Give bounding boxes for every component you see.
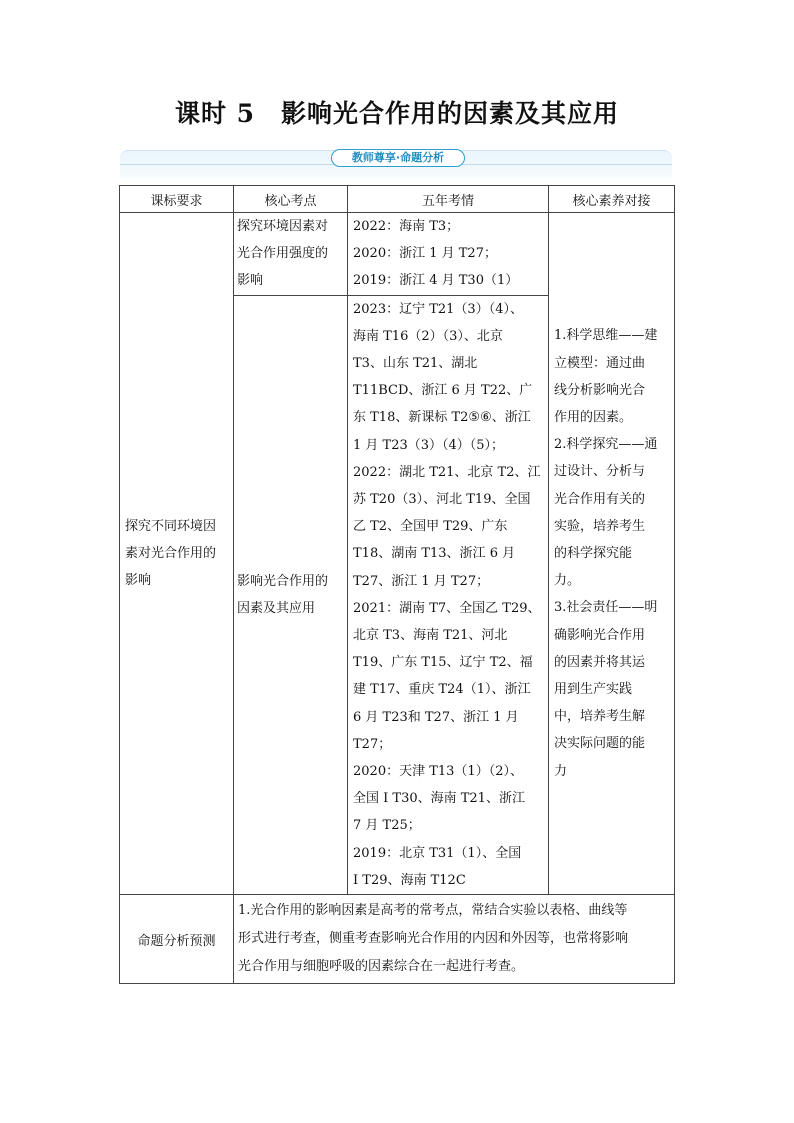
literacy-line: 用到生产实践 [554, 681, 633, 697]
exam-line: I T29、海南 T12C [353, 872, 466, 888]
literacy-line: 中，培养考生解 [554, 709, 646, 725]
exam-line: 1 月 T23（3）（4）（5）； [353, 437, 505, 453]
analysis-table [119, 185, 675, 984]
literacy-line: 过设计、分析与 [554, 464, 646, 480]
literacy-line: 线分析影响光合 [554, 382, 646, 398]
literacy-line: 1.科学思维——建 [554, 328, 658, 344]
topic1-cell [234, 213, 348, 296]
literacy-cell [549, 213, 675, 895]
exam-line: 2020：浙江 1 月 T27； [353, 246, 497, 262]
prediction-row [120, 895, 675, 984]
exam-line: 乙 T2、全国甲 T29、广东 [353, 519, 508, 535]
exam-line: 东 T18、新课标 T2⑤⑥、浙江 [353, 410, 531, 426]
topic-line: 影响 [237, 273, 264, 289]
literacy-line: 作用的因素。 [554, 409, 633, 425]
exam-line: 2020：天津 T13（1）（2）、 [353, 764, 523, 780]
requirement-cell [120, 213, 234, 895]
table-row [120, 213, 675, 296]
exam-line: T19、广东 T15、辽宁 T2、福 [353, 655, 533, 671]
header-exam-history: 五年考情 [348, 186, 549, 213]
page-title [0, 94, 794, 130]
header-topic: 核心考点 [234, 186, 348, 213]
exam-line: T3、山东 T21、湖北 [353, 356, 478, 372]
prediction-line: 光合作用与细胞呼吸的因素综合在一起进行考查。 [238, 959, 525, 975]
exam1-cell [348, 213, 549, 296]
exam-line: 2023：辽宁 T21（3）（4）、 [353, 301, 523, 317]
topic2-cell [234, 295, 348, 894]
literacy-line: 2.科学探究——通 [554, 437, 658, 453]
literacy-line: 3.社会责任——明 [554, 600, 658, 616]
banner-label: 教师尊享·命题分析 [331, 149, 465, 167]
exam-line: 2022：湖北 T21、北京 T2、江 [353, 464, 541, 480]
header-row [120, 186, 675, 213]
requirement-line: 素对光合作用的 [125, 546, 217, 562]
exam-line: T27； [353, 736, 392, 752]
literacy-line: 的因素并将其运 [554, 654, 646, 670]
exam-line: 2019：北京 T31（1）、全国 [353, 845, 522, 861]
lesson-number: 课时 5 [174, 99, 256, 128]
literacy-line: 决实际问题的能 [554, 736, 646, 752]
exam-line: 6 月 T23和 T27、浙江 1 月 [353, 709, 519, 725]
exam-line: T27、浙江 1 月 T27； [353, 573, 490, 589]
topic-line: 因素及其应用 [237, 600, 316, 616]
exam-line: T11BCD、浙江 6 月 T22、广 [353, 383, 533, 399]
literacy-line: 立模型：通过曲 [554, 355, 646, 371]
literacy-line: 力。 [554, 573, 581, 589]
topic-line: 光合作用强度的 [237, 246, 329, 262]
exam-line: 海南 T16（2）（3）、北京 [353, 328, 503, 344]
exam-line: 苏 T20（3）、河北 T19、全国 [353, 492, 531, 508]
exam-line: 2019：浙江 4 月 T30（1） [353, 273, 519, 289]
topic-line: 探究环境因素对 [237, 219, 329, 234]
exam-line: 建 T17、重庆 T24（1）、浙江 [353, 682, 531, 698]
literacy-line: 力 [554, 763, 568, 779]
requirement-line: 探究不同环境因 [125, 519, 217, 535]
prediction-line: 形式进行考查，侧重考查影响光合作用的内因和外因等，也常将影响 [238, 931, 629, 947]
exam-line: 7 月 T25； [353, 818, 421, 834]
topic-line: 影响光合作用的 [237, 573, 329, 589]
header-literacy: 核心素养对接 [549, 186, 675, 213]
prediction-label: 命题分析预测 [120, 895, 234, 984]
literacy-line: 实验，培养考生 [554, 518, 646, 534]
exam-line: 全国 I T30、海南 T21、浙江 [353, 791, 525, 807]
prediction-line: 1.光合作用的影响因素是高考的常考点，常结合实验以表格、曲线等 [238, 903, 628, 919]
lesson-title: 影响光合作用的因素及其应用 [281, 99, 620, 128]
prediction-cell [234, 895, 675, 984]
literacy-line: 确影响光合作用 [554, 627, 646, 643]
literacy-line: 光合作用有关的 [554, 491, 646, 507]
literacy-line: 的科学探究能 [554, 545, 633, 561]
header-requirement: 课标要求 [120, 186, 234, 213]
exam-line: 2022：海南 T3； [353, 219, 460, 234]
exam-line: T18、湖南 T13、浙江 6 月 [353, 546, 516, 562]
exam-line: 2021：湖南 T7、全国乙 T29、 [353, 600, 541, 616]
requirement-line: 影响 [125, 573, 152, 589]
exam2-cell [348, 295, 549, 894]
exam-line: 北京 T3、海南 T21、河北 [353, 628, 508, 644]
